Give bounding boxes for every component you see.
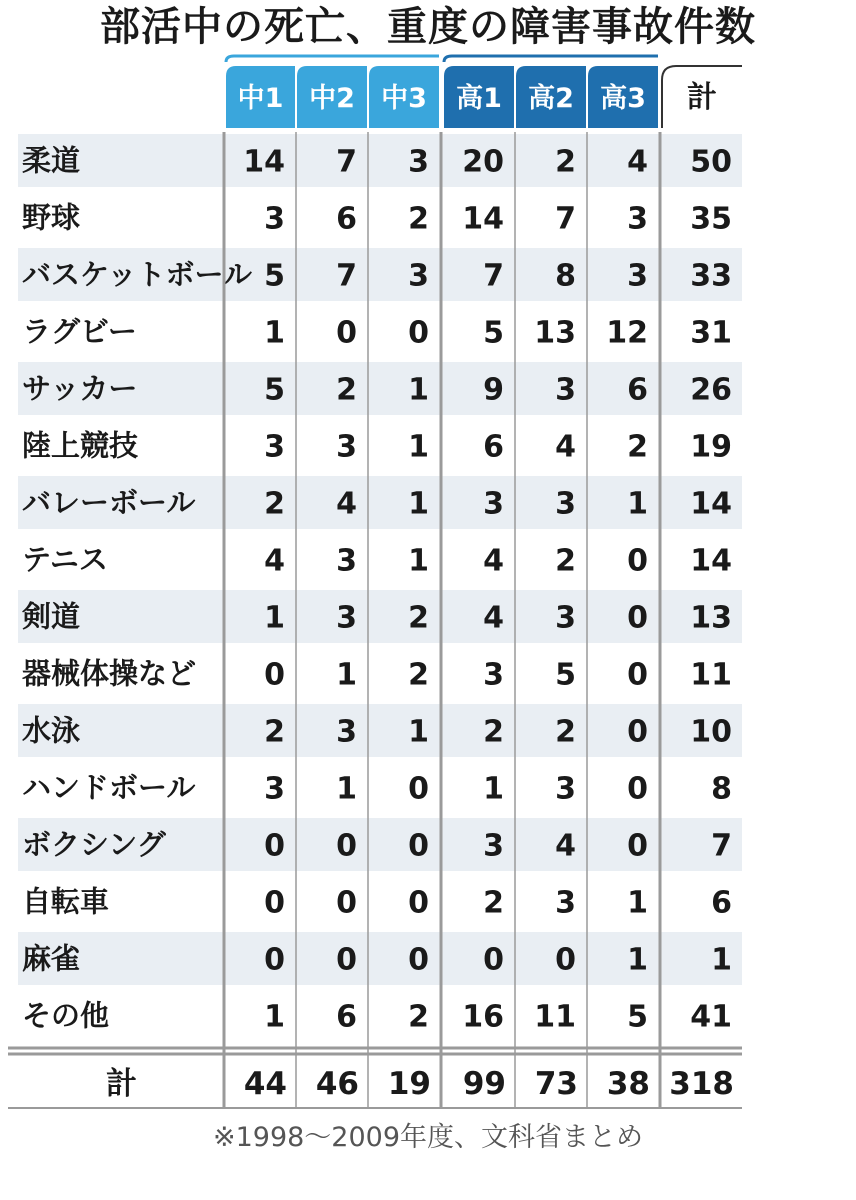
row-category-label: バスケットボール [22,257,252,292]
table-cell-value: 0 [627,828,648,864]
row-category-label: サッカー [22,371,138,406]
table-cell-value: 0 [336,828,357,864]
table-cell-value: 2 [555,714,576,750]
table-cell-value: 1 [408,429,429,465]
table-cell-value: 7 [336,144,357,180]
table-cell-value: 0 [264,657,285,693]
table-cell-value: 2 [555,543,576,579]
table-cell-value: 1 [264,315,285,351]
table-cell-value: 4 [336,486,357,522]
column-header-label: 中3 [381,83,427,114]
table-cell-value: 0 [336,942,357,978]
table-cell-value: 4 [627,144,648,180]
table-cell-value: 4 [555,429,576,465]
table-cell-value: 3 [555,372,576,408]
table-cell-value: 4 [483,600,504,636]
row-category-label: 剣道 [22,599,81,634]
table-cell-value: 3 [264,429,285,465]
table-cell-value: 3 [336,600,357,636]
table-cell-value: 1 [336,771,357,807]
table-cell-value: 1 [627,486,648,522]
table-cell-value: 2 [336,372,357,408]
column-header-label: 中2 [309,83,355,114]
table-cell-value: 2 [264,714,285,750]
table-cell-value: 1 [408,543,429,579]
column-header-label: 中1 [237,83,284,114]
table-cell-value: 4 [264,543,285,579]
table-cell-value: 1 [264,999,285,1035]
table-cell-value: 0 [555,942,576,978]
table-cell-value: 3 [627,258,648,294]
row-category-label: 器械体操など [22,656,197,691]
table-cell-value: 31 [690,315,732,351]
column-header-label: 高1 [456,83,502,114]
table-cell-value: 0 [264,828,285,864]
row-category-label: 野球 [22,200,81,235]
column-header-label: 高2 [528,83,574,114]
table-cell-value: 0 [408,942,429,978]
table-cell-value: 19 [690,429,732,465]
table-cell-value: 13 [534,315,576,351]
table-cell-value: 5 [555,657,576,693]
row-category-label: ボクシング [22,827,166,862]
table-cell-value: 0 [264,942,285,978]
table-cell-value: 6 [711,885,732,921]
table-cell-value: 14 [690,486,732,522]
table-cell-value: 0 [408,885,429,921]
table-cell-value: 0 [627,657,648,693]
table-cell-value: 2 [483,885,504,921]
table-cell-value: 14 [243,144,285,180]
table-cell-value: 41 [690,999,732,1035]
table-cell-value: 1 [408,714,429,750]
table-cell-value: 2 [264,486,285,522]
table-cell-value: 7 [336,258,357,294]
table-cell-value: 8 [555,258,576,294]
table-cell-value: 5 [627,999,648,1035]
row-category-label: 自転車 [22,884,110,919]
middle-school-group-line [226,56,439,62]
table-cell-value: 0 [336,885,357,921]
table-cell-value: 3 [336,543,357,579]
row-category-label: テニス [22,542,108,577]
table-cell-value: 33 [690,258,732,294]
table-cell-value: 11 [534,999,576,1035]
table-cell-value: 1 [264,600,285,636]
row-category-label: 陸上競技 [22,428,139,463]
table-cell-value: 7 [483,258,504,294]
total-cell-value: 99 [462,1066,506,1102]
table-cell-value: 0 [627,600,648,636]
table-cell-value: 2 [408,657,429,693]
row-category-label: ラグビー [22,314,137,349]
column-header-label: 高3 [600,83,646,114]
table-cell-value: 6 [336,999,357,1035]
table-cell-value: 2 [555,144,576,180]
table-cell-value: 2 [408,201,429,237]
table-cell-value: 5 [483,315,504,351]
source-note: ※1998〜2009年度、文科省まとめ [212,1122,644,1153]
table-cell-value: 2 [408,600,429,636]
table-cell-value: 1 [711,942,732,978]
table-cell-value: 3 [555,600,576,636]
table-cell-value: 2 [627,429,648,465]
table-cell-value: 20 [462,144,504,180]
table-cell-value: 14 [690,543,732,579]
table-cell-value: 7 [555,201,576,237]
table-cell-value: 26 [690,372,732,408]
table-cell-value: 9 [483,372,504,408]
table-cell-value: 11 [690,657,732,693]
table-cell-value: 3 [555,771,576,807]
table-cell-value: 10 [690,714,732,750]
table-cell-value: 1 [627,885,648,921]
table-cell-value: 8 [711,771,732,807]
total-cell-value: 318 [669,1066,734,1102]
table-cell-value: 14 [462,201,504,237]
table-cell-value: 3 [408,258,429,294]
table-cell-value: 0 [408,828,429,864]
total-cell-value: 44 [243,1066,287,1102]
row-category-label: その他 [22,998,110,1033]
table-cell-value: 3 [555,885,576,921]
total-row-label: 計 [106,1066,137,1102]
row-category-label: ハンドボール [22,770,196,805]
row-category-label: 水泳 [22,713,81,748]
table-cell-value: 1 [408,372,429,408]
row-category-label: バレーボール [22,485,196,520]
table-cell-value: 3 [627,201,648,237]
table-cell-value: 0 [627,543,648,579]
table-cell-value: 0 [627,714,648,750]
table-cell-value: 12 [606,315,648,351]
table-cell-value: 0 [264,885,285,921]
table-cell-value: 0 [408,771,429,807]
table-cell-value: 0 [627,771,648,807]
table-cell-value: 0 [483,942,504,978]
table-cell-value: 16 [462,999,504,1035]
table-cell-value: 5 [264,258,285,294]
table-cell-value: 13 [690,600,732,636]
total-cell-value: 46 [315,1066,359,1102]
table-cell-value: 6 [627,372,648,408]
table-cell-value: 5 [264,372,285,408]
table-cell-value: 35 [690,201,732,237]
table-cell-value: 1 [408,486,429,522]
table-cell-value: 3 [483,828,504,864]
table-cell-value: 0 [336,315,357,351]
total-cell-value: 73 [534,1066,578,1102]
chart-title: 部活中の死亡、重度の障害事故件数 [100,4,756,50]
table-cell-value: 3 [483,486,504,522]
total-cell-value: 19 [387,1066,431,1102]
table-cell-value: 3 [408,144,429,180]
table-cell-value: 1 [336,657,357,693]
table-cell-value: 3 [336,429,357,465]
total-cell-value: 38 [606,1066,650,1102]
table-cell-value: 3 [555,486,576,522]
row-category-label: 柔道 [22,143,81,178]
table-cell-value: 2 [408,999,429,1035]
table-cell-value: 2 [483,714,504,750]
table-cell-value: 3 [264,771,285,807]
column-header-label: 計 [687,80,717,115]
table-cell-value: 6 [336,201,357,237]
row-category-label: 麻雀 [22,941,81,976]
table-cell-value: 3 [264,201,285,237]
table-cell-value: 3 [336,714,357,750]
table-cell-value: 1 [483,771,504,807]
high-school-group-line [444,56,658,62]
table-cell-value: 3 [483,657,504,693]
table-cell-value: 7 [711,828,732,864]
table-cell-value: 6 [483,429,504,465]
table-cell-value: 50 [690,144,732,180]
table-cell-value: 4 [555,828,576,864]
table-cell-value: 0 [408,315,429,351]
table-cell-value: 4 [483,543,504,579]
table-cell-value: 1 [627,942,648,978]
